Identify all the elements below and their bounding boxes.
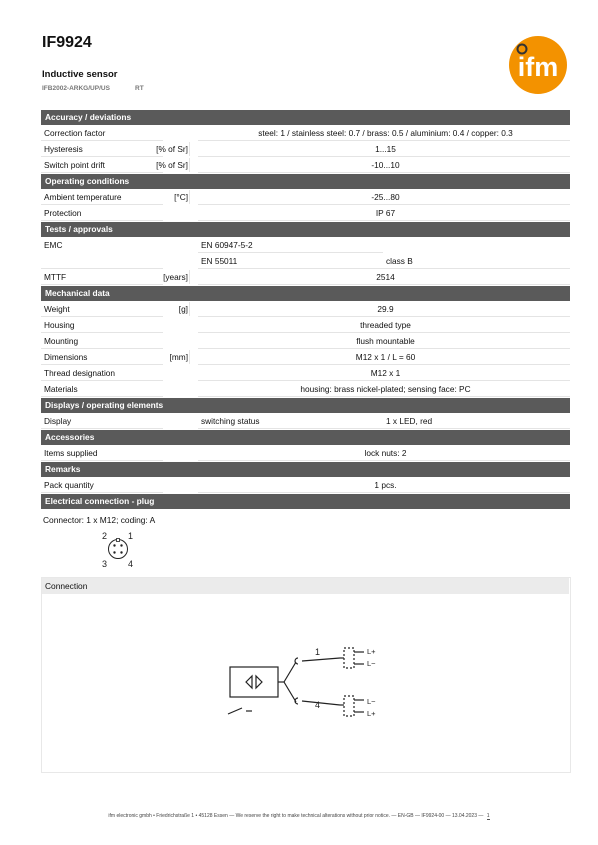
- spec-row-switch-point-drift: [41, 157, 570, 173]
- terminal-l-plus-top: L+: [367, 647, 376, 656]
- row-value: M12 x 1: [370, 368, 401, 378]
- spec-row-materials: [41, 381, 570, 397]
- row-value: M12 x 1 / L = 60: [355, 352, 416, 362]
- row-label: Correction factor: [44, 128, 106, 138]
- page-number: 1: [486, 813, 490, 819]
- spec-row-housing: [41, 317, 570, 333]
- row-value: 2514: [376, 272, 395, 282]
- row-value-led: 1 x LED, red: [386, 416, 433, 426]
- row-value-standard: EN 60947-5-2: [201, 240, 253, 250]
- row-label: EMC: [44, 240, 63, 250]
- spec-row-emc-2: [41, 253, 570, 269]
- section-header-electrical: Electrical connection - plug: [41, 494, 570, 509]
- row-value: flush mountable: [356, 336, 415, 346]
- row-label: Display: [44, 416, 72, 426]
- terminal-l-minus-bottom: L−: [367, 697, 376, 706]
- wire-pin-1: 1: [315, 647, 321, 657]
- wiring-diagram: [222, 640, 392, 726]
- row-label: MTTF: [44, 272, 67, 282]
- page-footer: [0, 813, 598, 820]
- row-unit: [°C]: [174, 192, 188, 202]
- spec-row-weight: [41, 301, 570, 317]
- row-value: -25...80: [371, 192, 400, 202]
- row-value: steel: 1 / stainless steel: 0.7 / brass: 0.5 / aluminium: 0.4 / copper: 0.3: [258, 128, 513, 138]
- spec-row-mounting: [41, 333, 570, 349]
- row-label: Hysteresis: [44, 144, 83, 154]
- pin-label-4: 4: [128, 559, 134, 569]
- row-unit: [g]: [178, 304, 188, 314]
- ifm-logo: [509, 36, 567, 94]
- section-header-accuracy: Accuracy / deviations: [41, 110, 570, 125]
- row-label: Protection: [44, 208, 82, 218]
- terminal-l-minus-top: L−: [367, 659, 376, 668]
- row-label: Housing: [44, 320, 75, 330]
- row-label: Switch point drift: [44, 160, 105, 170]
- row-value: lock nuts: 2: [364, 448, 407, 458]
- connection-header: Connection: [42, 578, 569, 594]
- section-header-mechanical: Mechanical data: [41, 286, 570, 301]
- row-label: Dimensions: [44, 352, 88, 362]
- row-label: Materials: [44, 384, 78, 394]
- spec-row-thread-designation: [41, 365, 570, 381]
- row-value: housing: brass nickel-plated; sensing face: PC: [300, 384, 471, 394]
- row-label: Items supplied: [44, 448, 98, 458]
- product-title: IF9924: [42, 34, 92, 51]
- row-label: Pack quantity: [44, 480, 94, 490]
- spec-row-dimensions: [41, 349, 570, 365]
- spec-row-mttf: [41, 269, 570, 285]
- spec-table: [41, 109, 570, 509]
- section-header-accessories: Accessories: [41, 430, 570, 445]
- row-unit: [% of Sr]: [156, 144, 188, 154]
- spec-row-items-supplied: [41, 445, 570, 461]
- connector-description: Connector: 1 x M12; coding: A: [43, 515, 156, 525]
- row-value: 1 pcs.: [374, 480, 397, 490]
- pin-label-2: 2: [102, 531, 108, 541]
- row-value-class: class B: [386, 256, 413, 266]
- row-value: 29.9: [377, 304, 394, 314]
- section-header-displays: Displays / operating elements: [41, 398, 570, 413]
- section-header-operating: Operating conditions: [41, 174, 570, 189]
- row-unit: [years]: [163, 272, 188, 282]
- row-label: Ambient temperature: [44, 192, 122, 202]
- article-code: IFB2002-ARKG/UP/US: [42, 85, 110, 92]
- footer-text: ifm electronic gmbh • Friedrichstraße 1 • 45128 Essen — We reserve the right to make technical alterations without prior notice. — EN-GB — IF9924-00 — 13.04.2023 —: [108, 813, 484, 819]
- row-value: IP 67: [375, 208, 396, 218]
- spec-row-emc: [41, 237, 570, 253]
- row-value: -10...10: [371, 160, 400, 170]
- spec-row-protection: [41, 205, 570, 221]
- spec-row-pack-quantity: [41, 477, 570, 493]
- row-label: Mounting: [44, 336, 79, 346]
- spec-row-hysteresis: [41, 141, 570, 157]
- spec-row-ambient-temperature: [41, 189, 570, 205]
- pin-label-3: 3: [102, 559, 108, 569]
- spec-row-correction-factor: [41, 125, 570, 141]
- pin-label-1: 1: [128, 531, 134, 541]
- spec-row-display: [41, 413, 570, 429]
- logo-text: ifm: [517, 52, 559, 82]
- row-value-function: switching status: [201, 416, 260, 426]
- row-label: Weight: [44, 304, 70, 314]
- terminal-l-plus-bottom: L+: [367, 709, 376, 718]
- row-value-standard: EN 55011: [201, 256, 238, 266]
- row-value: threaded type: [360, 320, 411, 330]
- product-subtitle: Inductive sensor: [42, 69, 118, 80]
- section-header-remarks: Remarks: [41, 462, 570, 477]
- row-value: 1...15: [375, 144, 396, 154]
- article-suffix: RT: [135, 85, 144, 92]
- row-unit: [% of Sr]: [156, 160, 188, 170]
- row-label: Thread designation: [44, 368, 116, 378]
- m12-pin-diagram: [96, 528, 140, 570]
- row-unit: [mm]: [169, 352, 188, 362]
- section-header-tests: Tests / approvals: [41, 222, 570, 237]
- wire-pin-4: 4: [315, 700, 321, 710]
